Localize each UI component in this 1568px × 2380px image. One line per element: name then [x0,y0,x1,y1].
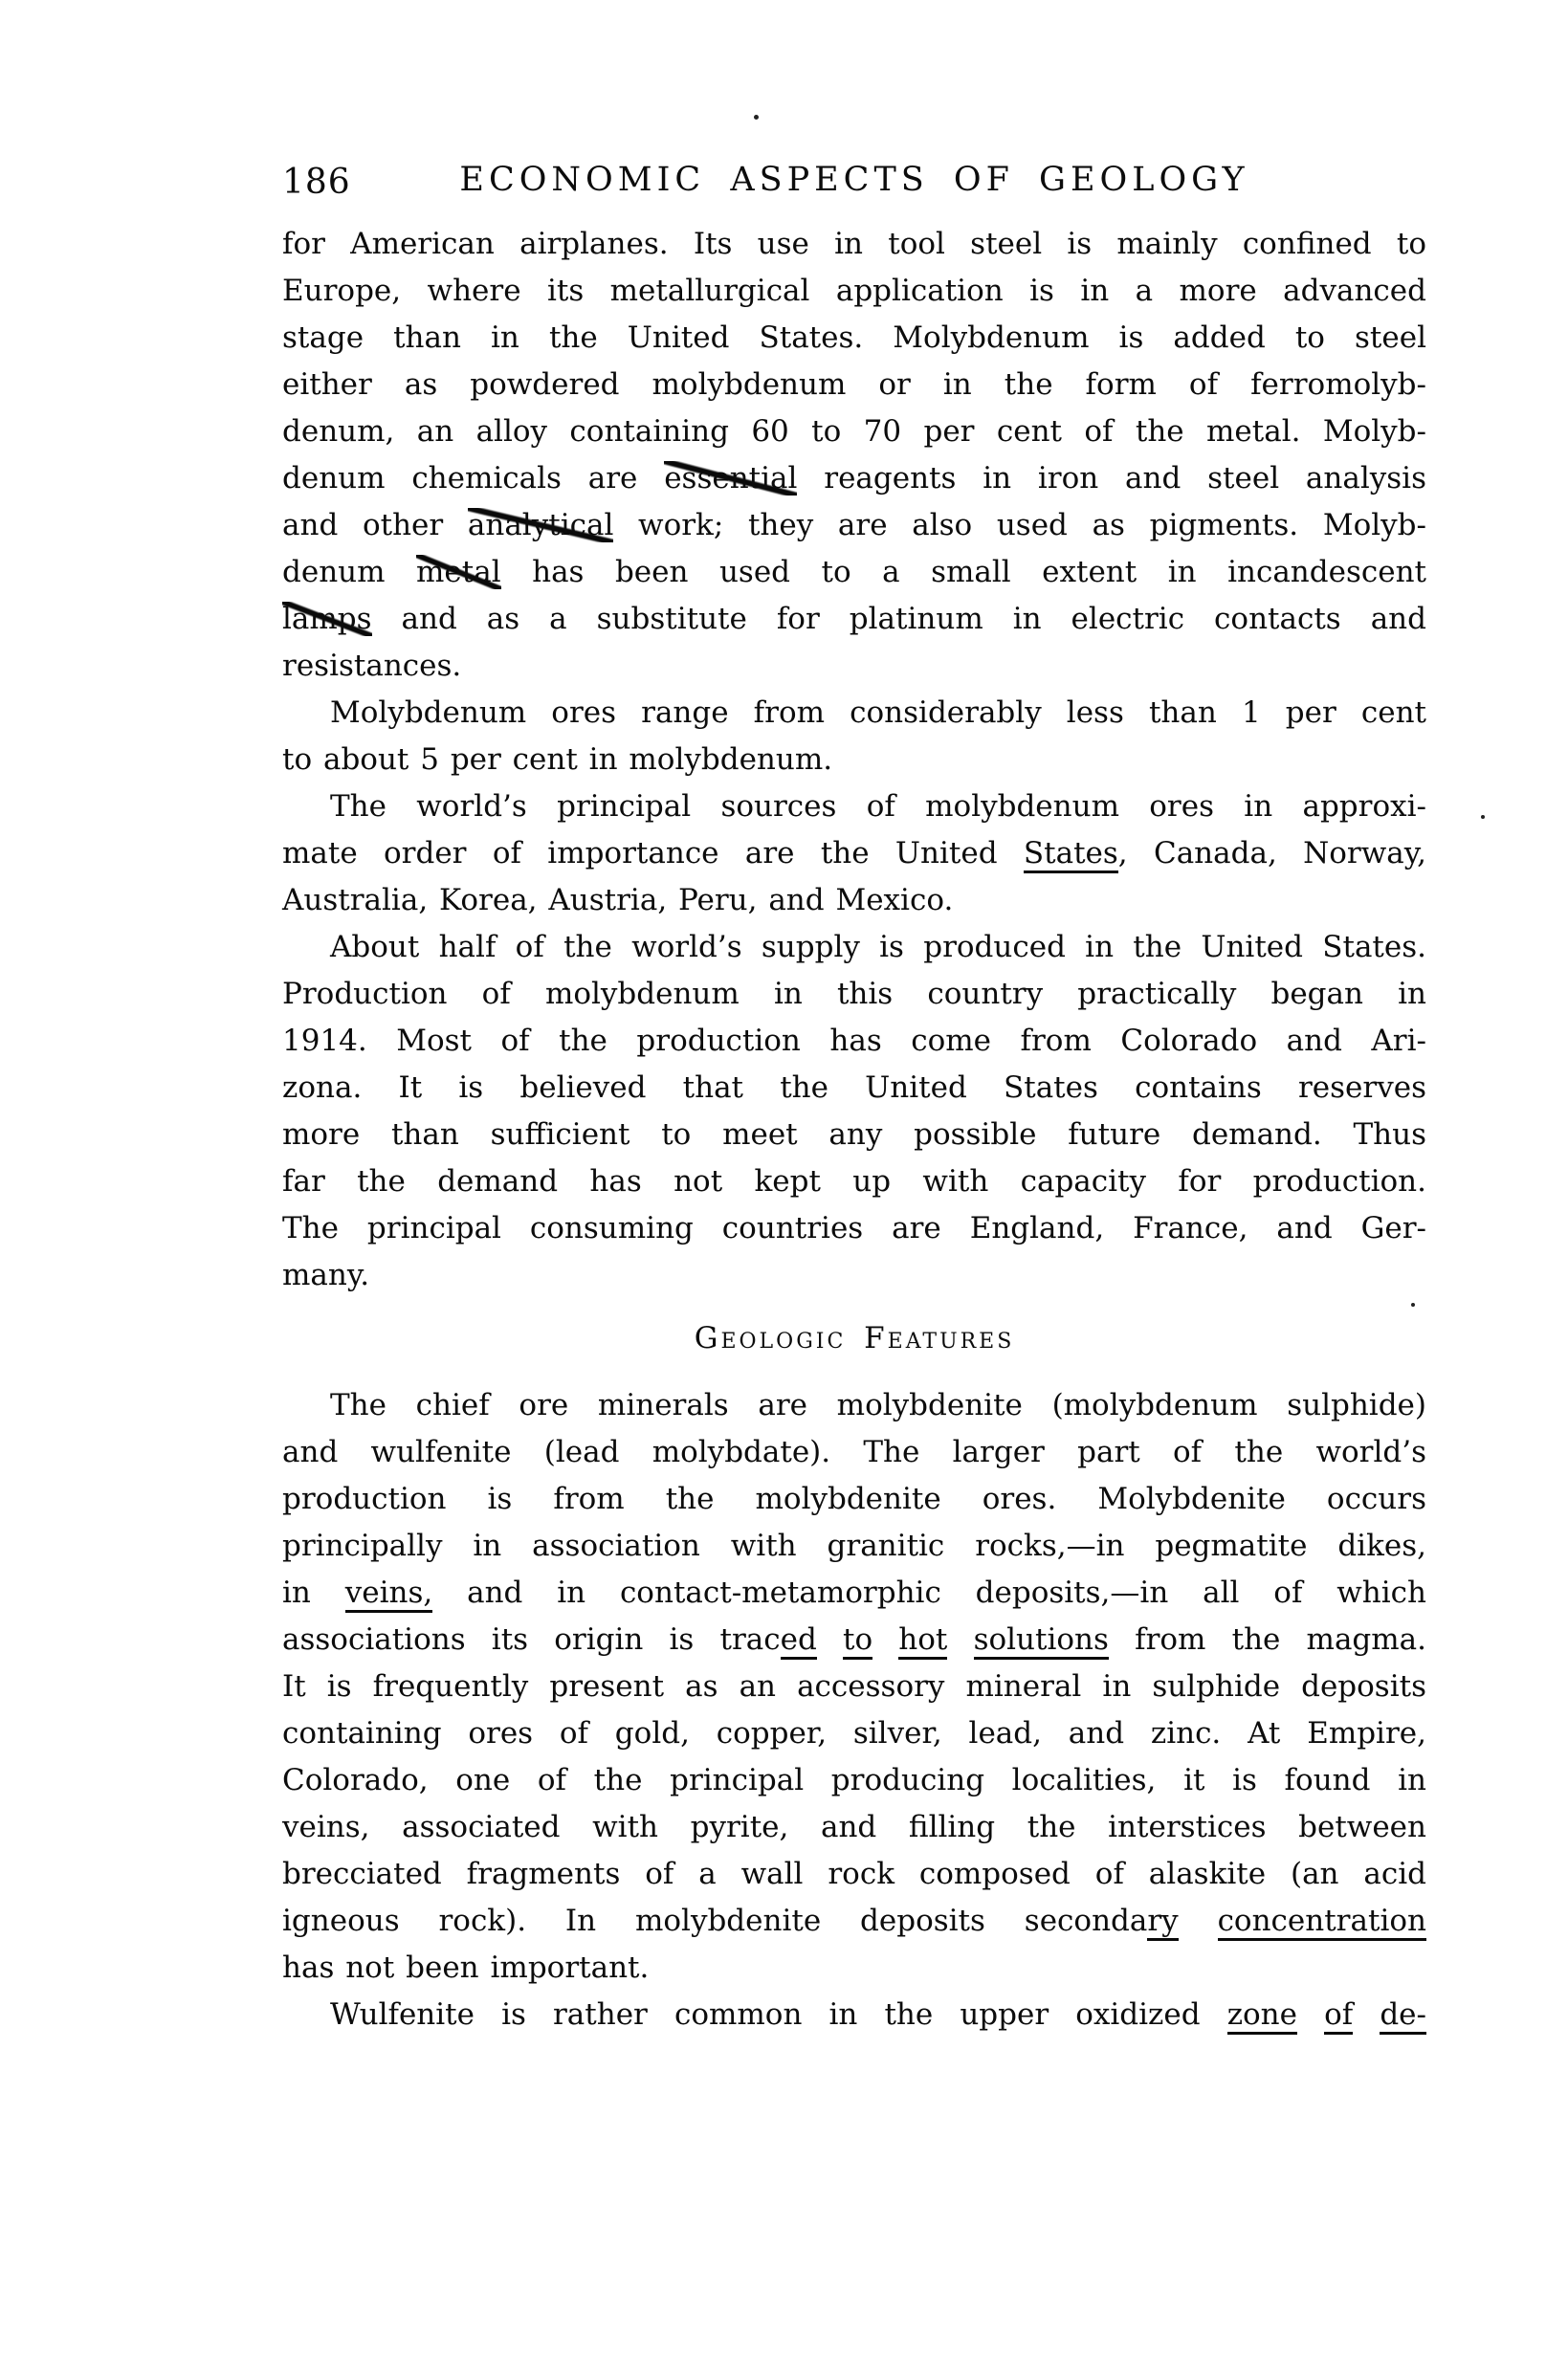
text-line: mate order of importance are the United States, Canada, Norway, [282,830,1426,877]
text-line: 1914. Most of the production has come from Colorado and Ari- [282,1024,1426,1058]
pencil-underline-mark: concentration [1218,1904,1426,1941]
scan-speck [754,115,759,120]
pencil-strike-mark: essential [664,461,798,496]
pencil-strike-mark: lamps [282,602,372,636]
pencil-underline-mark: solutions [974,1622,1109,1660]
text-line: and wulfenite (lead molybdate). The larger part of the world’s [282,1435,1426,1469]
running-title: ECONOMIC ASPECTS OF GEOLOGY [459,161,1249,199]
text-line: denum metal has been used to a small extent in incandescent [282,555,1426,589]
paragraph [282,690,1426,783]
pencil-strike-mark: metal [416,555,501,589]
pencil-underline-mark: States [1024,836,1118,873]
text-line: veins, associated with pyrite, and filling the interstices between [282,1810,1426,1844]
pencil-underline-mark: to [843,1622,872,1660]
pencil-underline-mark: hot [898,1622,947,1660]
text-line: lamps and as a substitute for platinum in electric contacts and [282,602,1426,636]
paragraph [282,1992,1426,2038]
text-line: for American airplanes. Its use in tool steel is mainly confined to [282,227,1426,261]
text-line: About half of the world’s supply is produced in the United States. [330,930,1426,964]
text-line: Molybdenum ores range from considerably less than 1 per cent [330,695,1426,730]
text-line: Colorado, one of the principal producing localities, it is found in [282,1763,1426,1797]
pencil-underline-mark: de- [1380,1997,1426,2035]
text-line: stage than in the United States. Molybdenum is added to steel [282,320,1426,355]
paragraph [282,221,1426,690]
text-line: brecciated fragments of a wall rock composed of alaskite (an acid [282,1857,1426,1891]
text-line: The world’s principal sources of molybdenum ores in approxi- [330,789,1426,824]
pencil-underline-mark: of [1324,1997,1353,2035]
text-line: containing ores of gold, copper, silver, lead, and zinc. At Empire, [282,1716,1426,1751]
text-line: either as powdered molybdenum or in the form of ferromolyb- [282,367,1426,402]
section-heading: Geologic Features [694,1321,1015,1355]
pencil-underline-mark: veins, [345,1576,433,1613]
text-line: resistances. [282,649,462,683]
text-line: associations its origin is traced to hot solutions from the magma. [282,1617,1426,1664]
page-header [282,161,1426,207]
paragraph [282,1382,1426,1992]
text-line: more than sufficient to meet any possible future demand. Thus [282,1117,1426,1152]
text-line: many. [282,1258,370,1292]
text-line: far the demand has not kept up with capacity for production. [282,1164,1426,1199]
text-line: production is from the molybdenite ores. Molybdenite occurs [282,1482,1426,1516]
text-line: to about 5 per cent in molybdenum. [282,742,833,777]
text-line: It is frequently present as an accessory mineral in sulphide deposits [282,1669,1426,1704]
text-line: in veins, and in contact-metamorphic deposits,—in all of which [282,1570,1426,1617]
text-line: Production of molybdenum in this country practically began in [282,977,1426,1011]
text-line: Europe, where its metallurgical application is in a more advanced [282,274,1426,308]
text-line: denum, an alloy containing 60 to 70 per cent of the metal. Molyb- [282,414,1426,449]
text-line: has not been important. [282,1950,650,1985]
pencil-underline-mark: zone [1227,1997,1297,2035]
text-line: denum chemicals are essential reagents in iron and steel analysis [282,461,1426,496]
text-line: igneous rock). In molybdenite deposits secondary concentration [282,1898,1426,1945]
page-number: 186 [282,163,351,202]
text-line: and other analytical work; they are also used as pigments. Molyb- [282,508,1426,542]
pencil-underline-mark: ry [1147,1904,1178,1941]
text-line: Wulfenite is rather common in the upper oxidized zone of de- [282,1992,1426,2038]
text-line: The principal consuming countries are England, France, and Ger- [282,1211,1426,1245]
text-line: The chief ore minerals are molybdenite (molybdenum sulphide) [330,1388,1426,1422]
paragraph [282,924,1426,1299]
text-line: Australia, Korea, Austria, Peru, and Mexico. [282,883,954,917]
pencil-underline-mark: ed [781,1622,817,1660]
text-line: zona. It is believed that the United States contains reserves [282,1070,1426,1105]
paragraph [282,783,1426,924]
text-line: principally in association with granitic rocks,—in pegmatite dikes, [282,1529,1426,1563]
pencil-strike-mark: analytical [467,508,614,542]
scan-speck [1481,815,1485,819]
page-body [282,221,1426,2038]
